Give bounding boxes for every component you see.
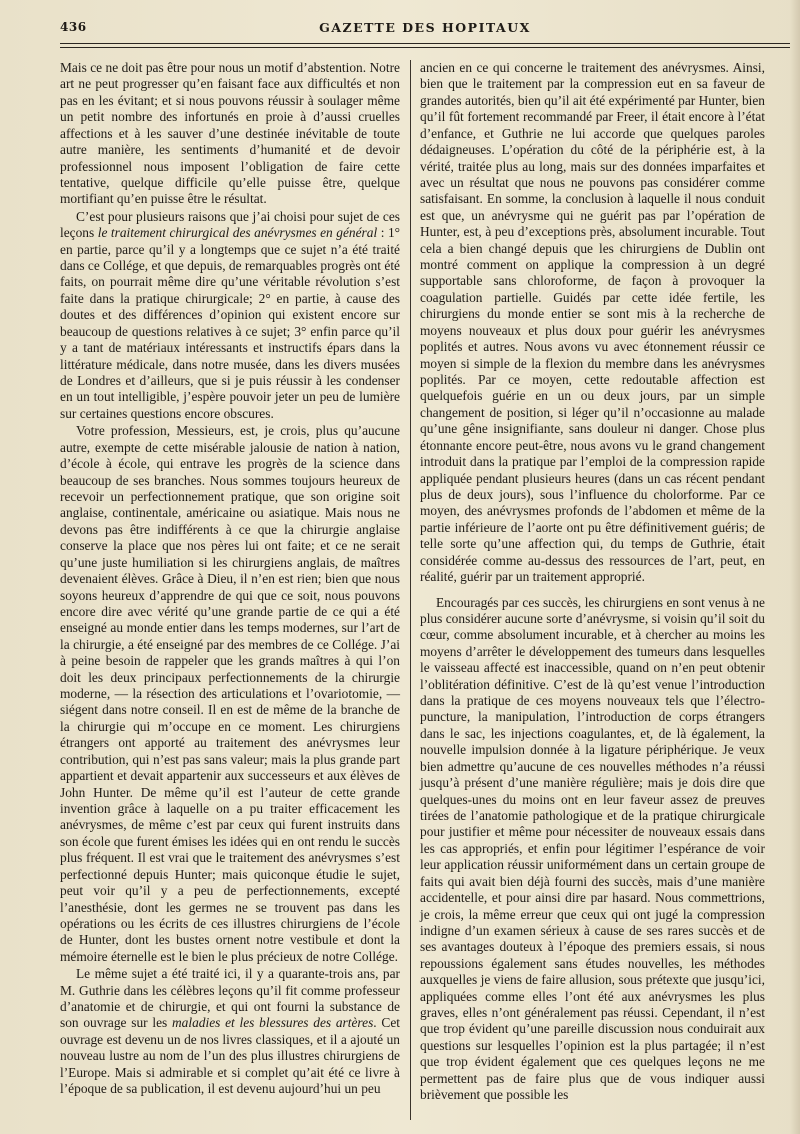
page-binding-shadow [790,0,800,1134]
column-divider [410,60,411,1120]
italic-title: le traitement chirurgical des anévrysmes en général [97,225,378,241]
paragraph: ancien en ce qui concerne le traitement des anévrysmes. Ainsi, bien que le traitement par la compression eut en sa faveur de grandes autorités, bien qu’il ait été expérimenté par Hunter, bien qu’il fût fortement recommandé par Freer, il était encore à l’état d’enfance, et Guthrie ne lui accorde que quelques paroles dédaigneuses. L’opération du côté de la périphérie est, à la vérité, traitée plus au long, mais sur des données imparfaites et avec un résultat que nous ne pouvons pas considérer comme satisfaisant. En somme, la conclusion à laquelle il nous conduit est que, un anévrysme qui ne guérit pas par l’opération de Hunter, est, à peu d’exceptions près, absolument incurable. Tout cela a bien changé depuis que les chirurgiens de Dublin ont montré comment on applique la compression à un degré supportable sans chloroforme, de façon à provoquer la coagulation partielle. Guidés par cette idée fertile, les chirurgiens du monde entier se sont mis à la recherche de moyens nouveaux et plus doux pour guérir les anévrysmes poplités et autres. Nous avons vu avec étonnement réussir ce moyen si simple de la flexion du membre dans les anévrysmes poplités. Par ce moyen, cette redoutable affection est quelquefois guérie en un ou deux jours, par un simple changement de position, si léger qu’il n’occasionne au malade qu’une gêne insignifiante, sans douleur ni danger. Chose plus étonnante encore peut-être, nous avons vu le grand changement introduit dans la pratique par l’emploi de la compression rapide appliquée pendant plusieurs heures (dans un cas récent pendant plus de deux jours), sous l’influence du cholorforme. Par ce moyen, des anévrysmes profonds de l’abdomen et même de la partie inférieure de l’aorte ont pu être définitivement guéris; de telle sorte qu’une affection qui, du temps de Guthrie, était considérée comme au-dessus des ressources de l’art, peut, en réalité, guérir par un traitement approprié. [420,60,765,585]
paragraph [60,966,400,1097]
paragraph: Encouragés par ces succès, les chirurgiens en sont venus à ne plus considérer aucune sorte d’anévrysme, si voisin qu’il soit du cœur, comme absolument incurable, et à chercher au moins les moyens d’arrêter le développement des tumeurs dans lesquelles le vaisseau affecté est inaccessible, quand on n’en peut obtenir l’oblitération définitive. C’est de là qu’est venue l’introduction dans la pratique de ces moyens nouveaux tels que l’électro-puncture, la manipulation, l’introduction de corps étrangers dans le sac, les injections coagulantes, et, de là également, la nouvelle impulsion donnée à la ligature périphérique. Je veux bien admettre qu’aucune de ces nouvelles méthodes n’a réussi jusqu’à présent d’une manière régulière; mais je dois dire que quelques-unes du moins ont en leur faveur assez de preuves tirées de l’anatomie pathologique et de la pratique chirurgicale pour justifier et même pour nécessiter de nouveaux essais dans les cas appropriés, et enfin pour légitimer l’espérance de voir leur application réussir uniformément dans un certain groupe de faits qui avait bien déjà fourni des succès, mais d’une manière accidentelle, et pour ainsi dire par hasard. Nous commettrions, je crois, la même erreur que ceux qui ont jugé la compression indigne d’un examen sérieux à cause de ses rares succès et de ses avantages douteux à l’époque des premiers essais, si nous repoussions également sans études nouvelles, les méthodes auxquelles je viens de faire allusion, sous prétexte que jusqu’ici, appliquées comme elles l’ont été aux anévrysmes les plus graves, elles n’ont généralement pas réussi. Cependant, il n’est que trop évident qu’une pareille discussion nous conduirait aux questions sur lesquelles l’opinion est la plus partagée; il n’est que trop évident également que ces quelques leçons ne me permettent pas de faire plus que de vous indiquer aussi brièvement que possible les [420,594,765,1103]
paragraph: Mais ce ne doit pas être pour nous un motif d’abstention. Notre art ne peut progresser qu’en faisant face aux difficultés et non pas en les évitant; et si nous pouvons réussir à soulager même un petit nombre des infortunés en proie à d’aussi cruelles affections et à les sauver d’une destinée inévitable de toute autre manière, les sentiments d’humanité et de devoir professionnel nous imposent l’obligation de faire cette tentative, quelque difficile qu’elle puisse être, quelque mortifiant qu’en puisse être le résultat. [60,60,400,207]
paragraph-text: Le même sujet a été traité ici, il y a quarante-trois ans, par M. Guthrie dans les célèbres leçons qu’il fit comme professeur d’anatomie et de chirurgie, et qui ont fourni la substance de son ouvrage sur les [60,966,400,1031]
paragraph-text: . Cet ouvrage est devenu un de nos livres classiques, et il a ajouté un nouveau lustre au nom de l’un des plus illustres chirurgiens de l’Europe. Mais si admirable et si complet qu’ait été ce livre à l’époque de sa publication, il est devenu aujourd’hui un peu [60,1015,400,1097]
page-number: 436 [60,20,87,34]
running-title: GAZETTE DES HOPITAUX [319,20,531,35]
header-rule-thin [60,47,790,48]
paragraph-text: : 1° en partie, parce qu’il y a longtemps que ce sujet n’a été traité dans ce Collége, et que depuis, de remarquables progrès ont été faits, on pourrait même dire qu’une véritable révolution s’est faite dans la pratique chirurgicale; 2° en partie, à cause des doutes et des différences d’opinion qui existent encore sur beaucoup de questions relatives à ce sujet; 3° enfin parce qu’il y a tant de matériaux intéressants et instructifs épars dans la littérature médicale, dans notre musée, dans les divers musées de Londres et d’ailleurs, que si je puis réussir à les condenser en un tout intelligible, j’espère pouvoir jeter un peu de lumière sur certaines questions encore obscures. [60,225,401,421]
paragraph: Votre profession, Messieurs, est, je crois, plus qu’aucune autre, exempte de cette misérable jalousie de nation à nation, d’école à école, qui entrave les progrès de la science dans beaucoup de ses branches. Nous sommes toujours heureux de recevoir un perfectionnement pratique, que son origine soit anglaise, continentale, américaine ou asiatique. Mais nous ne devons pas être indifférents à ce que la chirurgie anglaise conserve la place que nos pères lui ont faite; et ce ne serait qu’une juste humiliation si les chirurgiens anglais, de maîtres devenaient élèves. Grâce à Dieu, il n’en est rien; bien que nous soyons heureux d’apprendre de qui que ce soit, nous pouvons encore dire avec vérité qu’une grande partie de ce qui a été enseigné au monde entier dans les temps modernes, sur l’art de la chirurgie, a été enseigné par des membres de ce Collége. J’ai à peine besoin de rappeler que les grands maîtres à qui l’on doit les deux principaux perfectionnements de la chirurgie moderne, — la résection des articulations et l’ovariotomie, — siégent dans notre conseil. Il en est de même de la branche de la chirurgie qui m’occupe en ce moment. Les chirurgiens étrangers ont apporté au traitement des anévrysmes leur contribution, qui n’est pas sans valeur; mais la plus grande part appartient et devait appartenir aux successeurs et aux élèves de John Hunter. De même qu’il est l’auteur de cette grande invention grâce à laquelle on a pu traiter efficacement les anévrysmes, de même c’est par ceux qui furent instruits dans son école que furent émises les idées qui en ont rendu le succès plus fréquent. Il est vrai que le traitement des anévrysmes s’est perfectionné depuis Hunter; mais quiconque étudie le sujet, peut voir qu’il y a peu de perfectionnements, excepté l’anesthésie, dont les germes ne se trouvent pas dans les opérations ou les écrits de ces illustres chirurgiens de l’école de Hunter, dont les bustes ornent notre vestibule et dont la mémoire éternelle est le bien le plus précieux de notre Collége. [60,423,400,964]
page-header [60,20,790,42]
italic-title: maladies et les blessures des artères [172,1015,374,1031]
paragraph [60,209,400,422]
paragraph-text: C’est pour plusieurs raisons que j’ai choisi pour sujet de ces leçons [60,208,400,241]
header-rule [60,43,790,44]
left-column [60,60,400,1098]
right-column [420,60,765,1104]
